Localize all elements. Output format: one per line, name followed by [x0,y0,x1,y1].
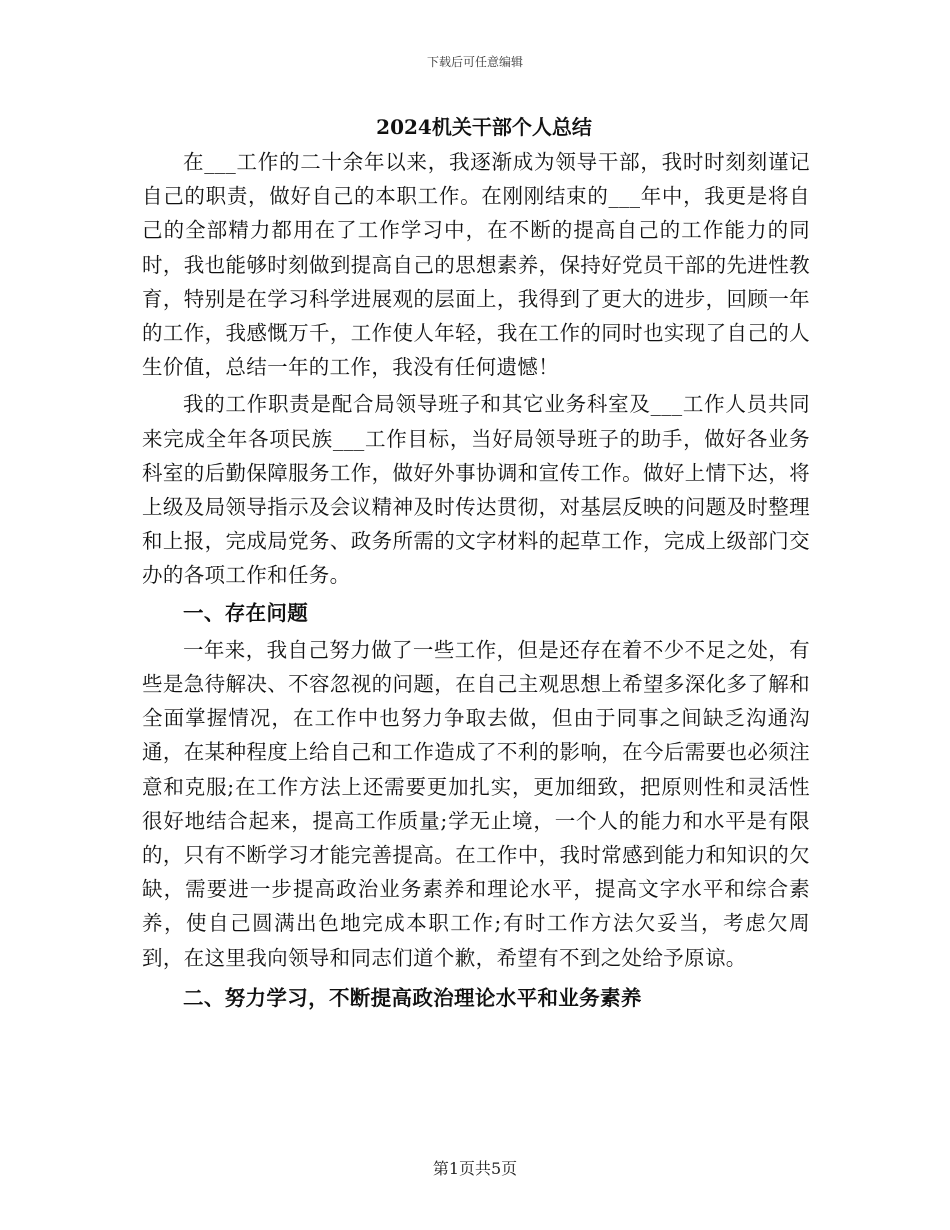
download-edit-note: 下载后可任意编辑 [426,55,523,69]
document-title: 2024机关干部个人总结 [376,115,592,139]
section-heading-study: 二、努力学习，不断提高政治理论水平和业务素养 [183,985,642,1010]
section-heading-problems: 一、存在问题 [183,600,309,625]
paragraph-duties: 我的工作职责是配合局领导班子和其它业务科室及___工作人员共同来完成全年各项民族___工作目标，当好局领导班子的助手，做好各业务科室的后勤保障服务工作，做好外事协调和宣传工作。做好上情下达，将上级及局领导指示及会议精神及时传达贯彻，对基层反映的问题及时整理和上报，完成局党务、政务所需的文字材料的起草工作，完成上级部门交办的各项工作和任务。 [142,392,810,588]
document-body [142,110,810,1015]
paragraph-problems: 一年来，我自己努力做了一些工作，但是还存在着不少不足之处，有些是急待解决、不容忽视的问题，在自己主观思想上希望多深化多了解和全面掌握情况，在工作中也努力争取去做，但由于同事之间缺乏沟通沟通，在某种程度上给自己和工作造成了不利的影响，在今后需要也必须注意和克服;在工作方法上还需要更加扎实，更加细致，把原则性和灵活性很好地结合起来，提高工作质量;学无止境，一个人的能力和水平是有限的，只有不断学习才能完善提高。在工作中，我时常感到能力和知识的欠缺，需要进一步提高政治业务素养和理论水平，提高文字水平和综合素养，使自己圆满出色地完成本职工作;有时工作方法欠妥当，考虑欠周到，在这里我向领导和同志们道个歉，希望有不到之处给予原谅。 [142,637,810,970]
paragraph-intro: 在___工作的二十余年以来，我逐渐成为领导干部，我时时刻刻谨记自己的职责，做好自己的本职工作。在刚刚结束的___年中，我更是将自己的全部精力都用在了工作学习中，在不断的提高自己的工作能力的同时，我也能够时刻做到提高自己的思想素养，保持好党员干部的先进性教育，特别是在学习科学进展观的层面上，我得到了更大的进步，回顾一年的工作，我感慨万千，工作使人年轻，我在工作的同时也实现了自己的人生价值，总结一年的工作，我没有任何遗憾！ [142,150,810,380]
page-number: 第1页共5页 [432,1159,518,1178]
